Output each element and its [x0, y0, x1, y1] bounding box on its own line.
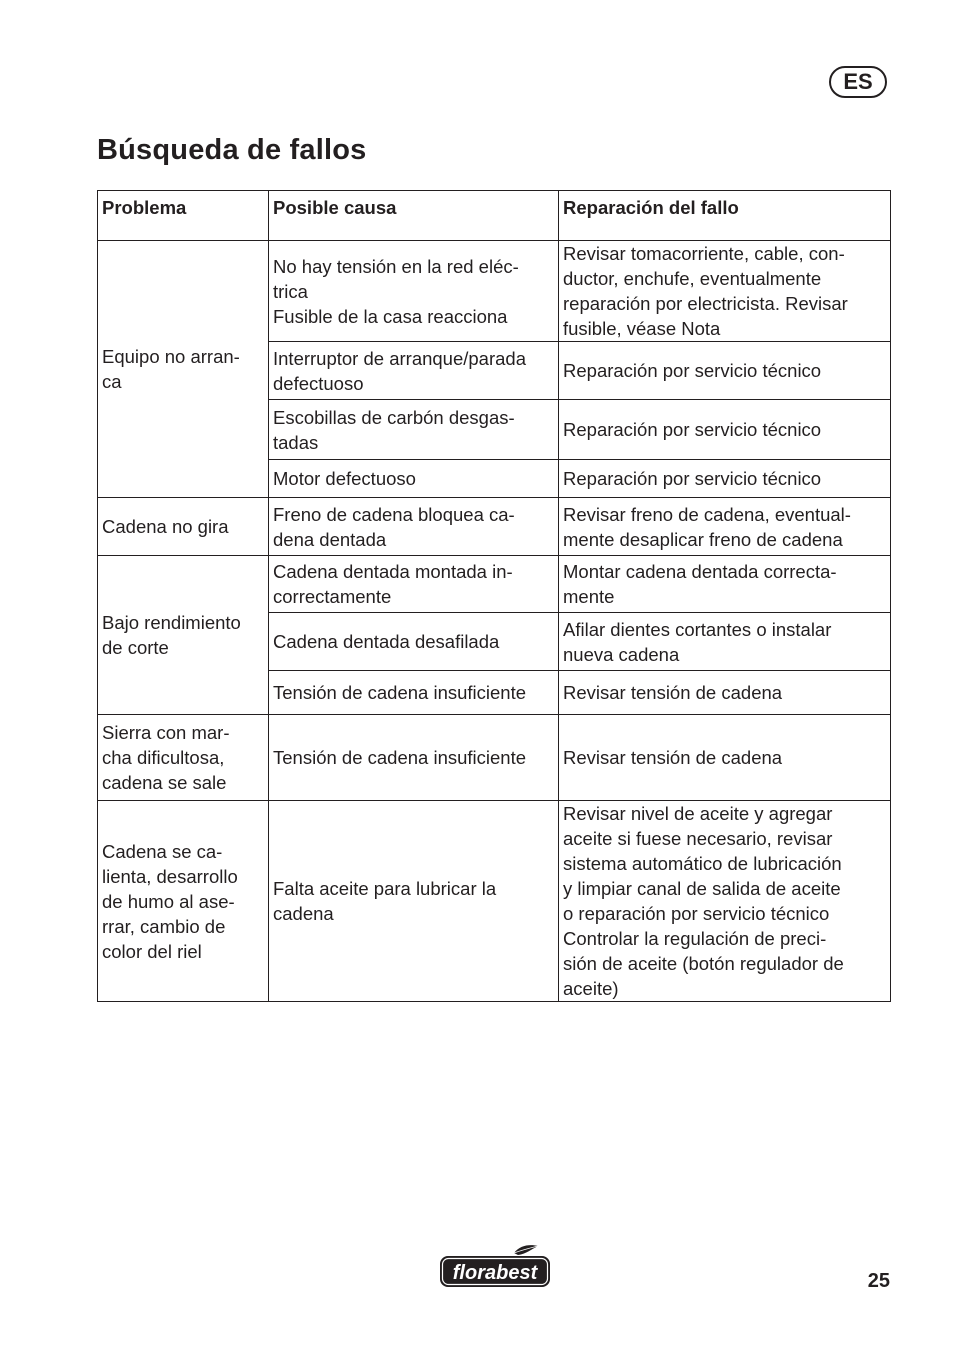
cause-cell: Cadena dentada montada in- correctamente	[269, 556, 559, 613]
problem-cell: Cadena no gira	[98, 498, 269, 556]
table-header-row	[98, 191, 891, 241]
page-title: Búsqueda de fallos	[97, 134, 367, 166]
florabest-logo	[438, 1244, 552, 1290]
cause-cell: Escobillas de carbón desgas- tadas	[269, 400, 559, 460]
remedy-cell: Montar cadena dentada correcta- mente	[559, 556, 891, 613]
table-row	[98, 715, 891, 801]
header-cause: Posible causa	[269, 191, 559, 241]
cause-cell: Falta aceite para lubricar la cadena	[269, 801, 559, 1002]
remedy-cell: Revisar tomacorriente, cable, con- ductor, enchufe, eventualmente reparación por electricista. Revisar fusible, véase Nota	[559, 241, 891, 342]
header-remedy: Reparación del fallo	[559, 191, 891, 241]
problem-cell: Cadena se ca- lienta, desarrollo de humo al ase- rrar, cambio de color del riel	[98, 801, 269, 1002]
header-problem: Problema	[98, 191, 269, 241]
cause-cell: Tensión de cadena insuficiente	[269, 671, 559, 715]
remedy-cell: Reparación por servicio técnico	[559, 342, 891, 400]
cause-cell: Motor defectuoso	[269, 460, 559, 498]
problem-cell: Sierra con mar- cha dificultosa, cadena se sale	[98, 715, 269, 801]
remedy-cell: Reparación por servicio técnico	[559, 400, 891, 460]
table-row	[98, 498, 891, 556]
remedy-cell: Revisar tensión de cadena	[559, 671, 891, 715]
cause-cell: Freno de cadena bloquea ca- dena dentada	[269, 498, 559, 556]
table-row	[98, 241, 891, 342]
table-row	[98, 801, 891, 1002]
table-row	[98, 556, 891, 613]
remedy-cell: Revisar nivel de aceite y agregar aceite si fuese necesario, revisar sistema automático de lubricación y limpiar canal de salida de aceite o reparación por servicio técnico Controlar la regulación de preci- sión de aceite (botón regulador de aceite)	[559, 801, 891, 1002]
cause-cell: Interruptor de arranque/parada defectuoso	[269, 342, 559, 400]
remedy-cell: Afilar dientes cortantes o instalar nueva cadena	[559, 613, 891, 671]
page-number: 25	[867, 1270, 890, 1292]
remedy-cell: Revisar tensión de cadena	[559, 715, 891, 801]
cause-cell: Tensión de cadena insuficiente	[269, 715, 559, 801]
language-badge: ES	[829, 66, 887, 98]
cause-cell: Cadena dentada desafilada	[269, 613, 559, 671]
remedy-cell: Revisar freno de cadena, eventual- mente desaplicar freno de cadena	[559, 498, 891, 556]
cause-cell: No hay tensión en la red eléc- trica Fusible de la casa reacciona	[269, 241, 559, 342]
logo-text: florabest	[452, 1262, 538, 1284]
troubleshooting-table	[97, 190, 891, 1002]
problem-cell: Equipo no arran- ca	[98, 241, 269, 498]
remedy-cell: Reparación por servicio técnico	[559, 460, 891, 498]
problem-cell: Bajo rendimiento de corte	[98, 556, 269, 715]
